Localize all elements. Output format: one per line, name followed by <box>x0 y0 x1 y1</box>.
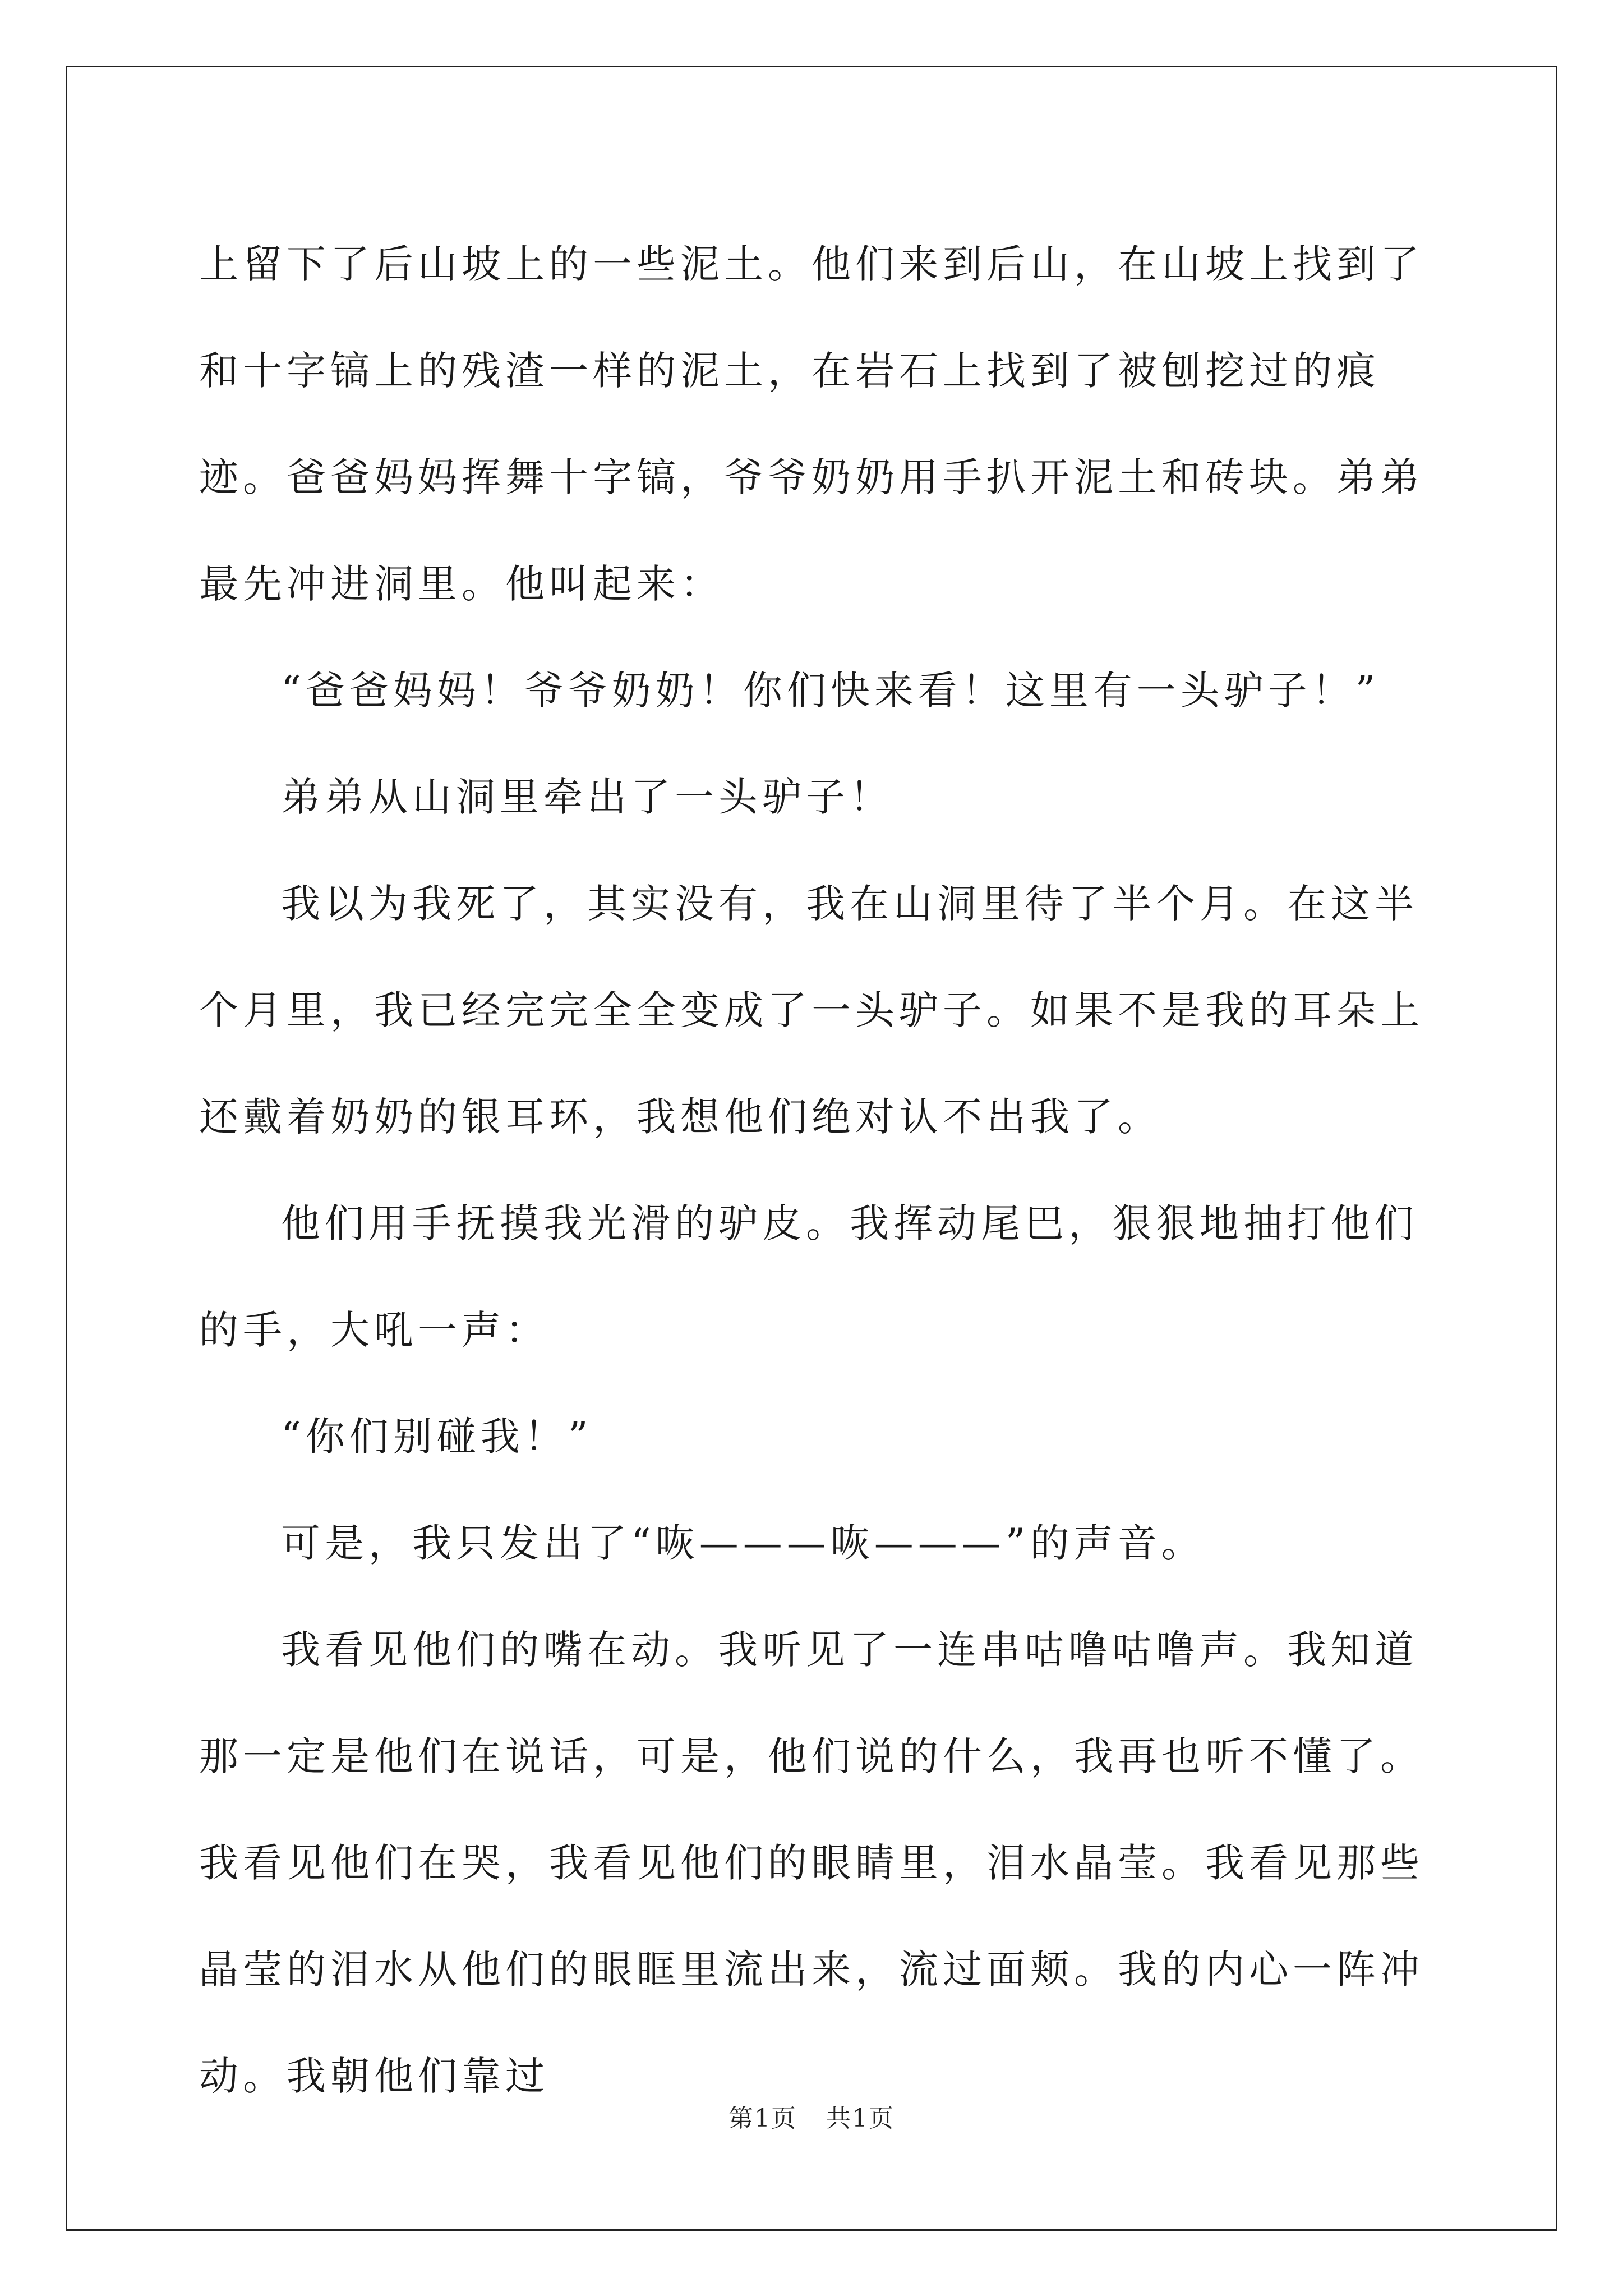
paragraph-half-month: 我以为我死了，其实没有，我在山洞里待了半个月。在这半个月里，我已经完完全全变成了一头驴子。如果不是我的耳朵上还戴着奶奶的银耳环，我想他们绝对认不出我了。 <box>199 881 1424 1140</box>
paragraph-continued: 上留下了后山坡上的一些泥土。他们来到后山，在山坡上找到了和十字镐上的残渣一样的泥土，在岩石上找到了被刨挖过的痕迹。爸爸妈妈挥舞十字镐，爷爷奶奶用手扒开泥土和砖块。弟弟最先冲进洞里。他叫起来： <box>199 241 1424 607</box>
page-total: 共1页 <box>826 2104 895 2133</box>
paragraph-touching: 他们用手抚摸我光滑的驴皮。我挥动尾巴，狠狠地抽打他们的手，大吼一声： <box>199 1200 1418 1353</box>
paragraph-donkey-led-out: 弟弟从山洞里牵出了一头驴子！ <box>281 774 893 820</box>
paragraph-dialogue-call: “爸爸妈妈！爷爷奶奶！你们快来看！这里有一头驴子！” <box>281 668 1380 714</box>
paragraph-tears: 我看见他们的嘴在动。我听见了一连串咕噜咕噜声。我知道那一定是他们在说话，可是，他们说的什么，我再也听不懂了。我看见他们在哭，我看见他们的眼睛里，泪水晶莹。我看见那些晶莹的泪水从他们的眼眶里流出来，流过面颊。我的内心一阵冲动。我朝他们靠过 <box>199 1627 1424 2099</box>
document-body <box>199 211 1455 2129</box>
paragraph-dialogue-dont-touch: “你们别碰我！” <box>281 1414 593 1460</box>
page-number: 第1页 <box>728 2104 797 2133</box>
paragraph-donkey-sound: 可是，我只发出了“咴———咴———”的声音。 <box>281 1520 1205 1566</box>
page-footer <box>0 2098 1623 2134</box>
